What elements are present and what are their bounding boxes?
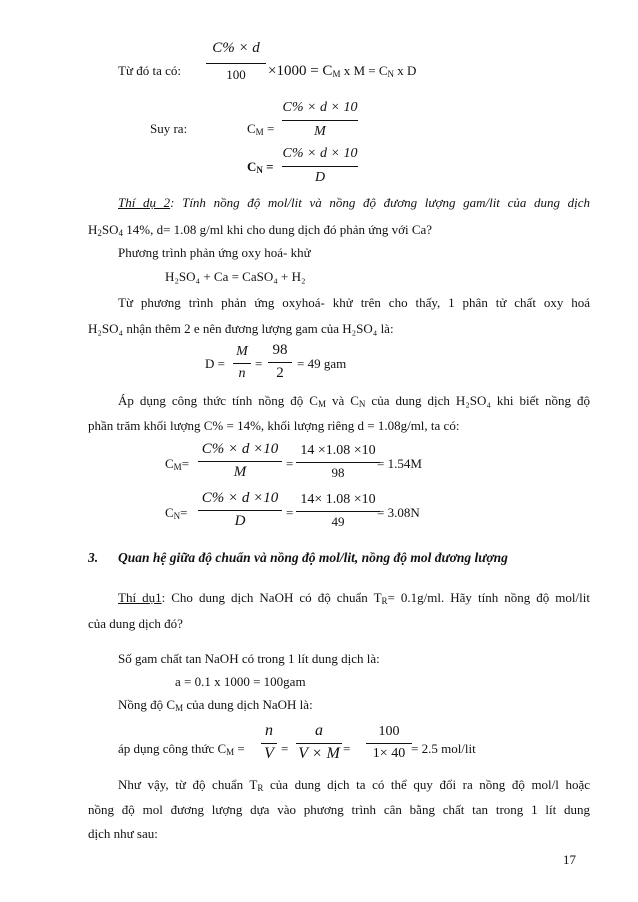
label-text: C xyxy=(165,505,174,520)
subscript: R xyxy=(381,596,388,606)
paragraph-text: = 0.1g/ml. Hãy tính nồng độ mol/lit xyxy=(387,590,590,605)
subscript: M xyxy=(175,703,184,713)
fraction-bar xyxy=(282,166,358,167)
cn-calc-label xyxy=(165,505,188,521)
formula-fraction-3 xyxy=(282,146,358,190)
fraction-numerator: n xyxy=(265,722,273,739)
fraction-numerator: M xyxy=(236,344,248,359)
example2-line5: Từ phương trình phản ứng oxyhoá- khử trên cho thấy, 1 phân tử chất oxy hoá xyxy=(118,295,590,310)
label-text: = xyxy=(262,159,274,174)
cn-calc-equals: = xyxy=(286,505,294,520)
example2-line1 xyxy=(118,195,590,211)
label-text: C xyxy=(247,159,257,174)
example1-line4: a = 0.1 x 1000 = 100gam xyxy=(175,674,306,689)
apply-fraction-1 xyxy=(261,722,277,766)
paragraph-text: : Tính nồng độ mol/lit và nồng độ đương lượng gam/lit của dung dịch xyxy=(170,195,590,210)
example1-line5 xyxy=(118,697,313,713)
fraction-numerator: 98 xyxy=(272,342,288,358)
paragraph-text: H xyxy=(88,222,98,237)
paragraph-text: áp dụng công thức C xyxy=(118,741,227,756)
formula-fraction-1 xyxy=(206,40,266,86)
d-equals: = xyxy=(255,356,263,371)
fraction-denominator: 49 xyxy=(331,514,345,529)
example1-line1 xyxy=(118,590,590,606)
fraction-bar xyxy=(198,461,282,462)
fraction-numerator: C% × d × 10 xyxy=(282,146,358,161)
fraction-bar xyxy=(206,63,266,64)
paragraph-text: và C xyxy=(325,393,359,408)
fraction-numerator: C% × d xyxy=(212,40,260,56)
label-text: = xyxy=(181,456,190,471)
paragraph-text: Như vậy, từ độ chuẩn T xyxy=(118,777,258,792)
example1-line3: Số gam chất tan NaOH có trong 1 lít dung dịch là: xyxy=(118,651,380,666)
paragraph-text: : Cho dung dịch NaOH có độ chuẩn T xyxy=(161,590,382,605)
paragraph-text: = xyxy=(234,741,245,756)
fraction-denominator: D xyxy=(314,170,326,185)
subscript: N xyxy=(387,69,395,79)
section-title: Quan hệ giữa độ chuẩn và nồng độ mol/lit, nồng độ mol đương lượng xyxy=(118,550,508,565)
apply-fraction-3 xyxy=(366,722,412,766)
subscript: M xyxy=(332,69,341,79)
apply-equals-2: = xyxy=(343,741,351,756)
example1-line2: của dung dịch đó? xyxy=(88,616,183,631)
cm-calc-equals: = xyxy=(286,456,294,471)
paragraph-text: của dung dịch ta có thể quy đổi ra nồng độ mol/l hoặc xyxy=(263,777,591,792)
fraction-denominator: 100 xyxy=(226,67,246,82)
paragraph-text: SO xyxy=(101,222,119,237)
paragraph-text: của dung dịch NaOH là: xyxy=(183,697,313,712)
apply-equals-1: = xyxy=(281,741,289,756)
fraction-bar xyxy=(233,363,251,364)
fraction-bar xyxy=(366,743,412,744)
cm-label xyxy=(247,121,274,137)
fraction-denominator: 2 xyxy=(276,365,284,381)
section-number: 3. xyxy=(88,550,99,565)
subscript: M xyxy=(173,462,182,472)
fraction-numerator: C% × d × 10 xyxy=(282,100,358,115)
fraction-denominator: 98 xyxy=(331,465,345,480)
cn-label xyxy=(247,159,274,175)
subscript: N xyxy=(358,399,366,409)
fraction-denominator: V × M xyxy=(298,745,340,762)
d-fraction-2 xyxy=(268,342,292,384)
fraction-numerator: C% × d ×10 xyxy=(201,441,279,457)
label-text: C xyxy=(247,121,256,136)
example2-line3: Phương trình phản ứng oxy hoá- khử xyxy=(118,245,311,260)
subscript: N xyxy=(173,511,181,521)
label-text: = xyxy=(263,121,275,136)
intro-text: Từ đó ta có: xyxy=(118,63,182,78)
example-label: Thí dụ 2 xyxy=(118,195,171,210)
fraction-bar xyxy=(296,462,380,463)
paragraph-text: Nồng độ C xyxy=(118,697,176,712)
fraction-bar xyxy=(268,362,292,363)
example2-line9: phần trăm khối lượng C% = 14%, khối lượng riêng d = 1.08g/ml, ta có: xyxy=(88,418,460,433)
page-number: 17 xyxy=(563,852,576,867)
formula-fraction-2 xyxy=(282,100,358,144)
fraction-bar xyxy=(261,743,277,744)
fraction-numerator: C% × d ×10 xyxy=(201,490,279,506)
fraction-denominator: n xyxy=(238,366,246,381)
cm-calc-fraction-2 xyxy=(296,443,380,485)
fraction-bar xyxy=(282,120,358,121)
subscript: M xyxy=(317,399,326,409)
fraction-numerator: 14× 1.08 ×10 xyxy=(300,492,376,507)
d-label: D = xyxy=(205,356,225,371)
cn-calc-fraction-1 xyxy=(198,490,282,534)
fraction-denominator: 1× 40 xyxy=(372,746,406,761)
fraction-bar xyxy=(296,511,380,512)
subscript: R xyxy=(257,783,264,793)
example2-line6: H₂SO₄ nhận thêm 2 e nên đương lượng gam của H₂SO₄ là: xyxy=(88,321,394,336)
cm-calc-fraction-1 xyxy=(198,441,282,485)
cn-calc-result: = 3.08N xyxy=(377,505,420,520)
example2-line8 xyxy=(118,393,590,409)
fraction-bar xyxy=(198,510,282,511)
subscript: M xyxy=(226,747,235,757)
fraction-denominator: D xyxy=(234,513,246,529)
example1-line7 xyxy=(118,777,590,793)
subscript: M xyxy=(255,127,264,137)
d-fraction-1 xyxy=(233,344,251,384)
label-text: = xyxy=(180,505,188,520)
apply-result: = 2.5 mol/lit xyxy=(411,741,476,756)
apply-formula-label xyxy=(118,741,245,757)
example1-line9: dịch như sau: xyxy=(88,826,158,841)
paragraph-text: Áp dụng công thức tính nồng độ C xyxy=(118,393,318,408)
fraction-denominator: V xyxy=(264,745,274,762)
fraction-numerator: 100 xyxy=(378,724,400,739)
subscript: N xyxy=(256,165,263,175)
example-label: Thí dụ1 xyxy=(118,590,162,605)
fraction-denominator: M xyxy=(314,124,326,139)
label-text: C xyxy=(165,456,174,471)
fraction-bar xyxy=(296,743,342,744)
reaction-equation: H₂SO₄ + Ca = CaSO₄ + H₂ xyxy=(165,269,306,284)
formula-text: x D xyxy=(394,63,417,78)
paragraph-text: của dung dịch H₂SO₄ khi biết nồng độ xyxy=(365,393,590,408)
formula-text: x M = C xyxy=(340,63,388,78)
suy-ra-label: Suy ra: xyxy=(150,121,188,136)
fraction-denominator: M xyxy=(233,464,247,480)
cm-calc-result: = 1.54M xyxy=(377,456,422,471)
cm-calc-label xyxy=(165,456,189,472)
example2-line2: $H_2SO_4$ 14%, d= 1.08 g/ml khi cho dung dịch đó phản ứng với Ca? xyxy=(88,222,433,238)
formula-text: ×1000 = C xyxy=(268,63,333,79)
paragraph-text: 14%, d= 1.08 g/ml khi cho dung dịch đó phản ứng với Ca? xyxy=(123,222,433,237)
d-result: = 49 gam xyxy=(297,356,347,371)
cn-calc-fraction-2 xyxy=(296,492,380,534)
formula-1-rest xyxy=(268,63,416,79)
fraction-numerator: 14 ×1.08 ×10 xyxy=(300,443,376,458)
fraction-numerator: a xyxy=(315,722,323,739)
example1-line8: nồng độ mol đương lượng dựa vào phương trình cân bằng chất tan trong 1 lít dung xyxy=(88,802,590,817)
apply-fraction-2 xyxy=(296,722,342,766)
